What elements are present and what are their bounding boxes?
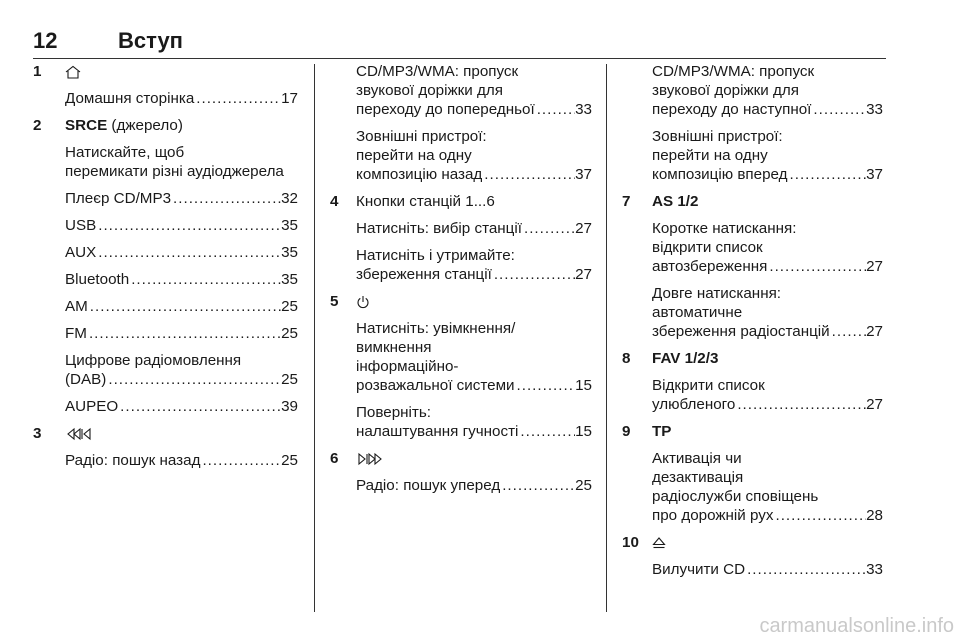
index-line: Натисніть: увімкнення/ вимкнення інформаційно- розважальної системи ..... 15 [356,319,592,395]
index-line: Вилучити CD ..... 33 [652,560,883,579]
index-line: AM ..... 25 [65,297,298,316]
column-1 [33,62,298,478]
entry-number: 10 [622,534,639,551]
control-label: AS 1/2 [652,193,699,210]
entry-number: 5 [330,293,339,310]
index-line: Цифрове радіомовлення (DAB) ..... 25 [65,351,298,389]
entry-6 [330,449,592,495]
index-line: AUX ..... 35 [65,243,298,262]
entry-number: 6 [330,450,339,467]
index-line: Радіо: пошук назад ..... 25 [65,451,298,470]
entry-9 [606,422,883,525]
home-icon [65,65,81,79]
entry-4 [330,192,592,284]
seek-forward-icon [356,452,384,466]
index-line: USB ..... 35 [65,216,298,235]
index-line: Натисніть і утримайте: збереження станції ..... 27 [356,246,592,284]
entry-number: 9 [622,423,631,440]
index-line: Домашня сторінка ..... 17 [65,89,298,108]
index-line: Поверніть: налаштування гучності ..... 15 [356,403,592,441]
entry-3 [33,424,298,470]
entry-number: 3 [33,425,42,442]
description: Натискайте, щоб перемикати різні аудіоджерела [65,144,284,180]
page-header [33,28,886,59]
control-label: TP [652,423,672,440]
entry-continued [330,62,592,184]
control-label: SRCE [65,117,108,134]
index-line: Відкрити список улюбленого ..... 27 [652,376,883,414]
eject-icon [652,536,666,550]
entry-number: 2 [33,117,42,134]
entry-5 [330,292,592,441]
index-line: AUPEO ..... 39 [65,397,298,416]
index-line: CD/MP3/WMA: пропуск звукової доріжки для переходу до наступної ..... 33 [652,62,883,119]
index-line: FM ..... 25 [65,324,298,343]
index-line: Активація чи дезактивація радіослужби сповіщень про дорожній рух ..... 28 [652,449,883,525]
entry-number: 8 [622,350,631,367]
watermark: carmanualsonline.info [759,615,954,637]
power-icon [356,295,370,309]
entry-10 [606,533,883,579]
entry-continued [606,62,883,184]
index-line: Коротке натискання: відкрити список автозбереження ..... 27 [652,219,883,276]
page-title: Вступ [118,28,183,53]
index-line: Радіо: пошук уперед ..... 25 [356,476,592,495]
entry-1 [33,62,298,108]
description: Кнопки станцій 1...6 [356,193,495,210]
index-line: Довге натискання: автоматичне збереження радіостанцій ..... 27 [652,284,883,341]
entry-number: 4 [330,193,339,210]
index-line: Зовнішні пристрої: перейти на одну композицію назад ..... 37 [356,127,592,184]
column-2 [330,62,592,503]
entry-2: 2 SRCE (джерело) Натискайте, щоб перемикати різні аудіоджерела Плеєр CD/MP3 ..... 32 USB ..... 35 AUX ..... 35 Bluetooth ..... 35 AM ..... 25 FM ..... 25 Цифрове радіомовлення (DAB) ..... 25 AUPEO ..... 39 [33,116,298,416]
seek-back-icon [65,427,93,441]
page-number: 12 [33,28,58,53]
entry-number: 7 [622,193,631,210]
column-3 [606,62,883,587]
column-divider [314,64,315,612]
index-line: Натисніть: вибір станції ..... 27 [356,219,592,238]
index-line: Bluetooth ..... 35 [65,270,298,289]
entry-8 [606,349,883,414]
entry-number: 1 [33,63,42,80]
index-line: CD/MP3/WMA: пропуск звукової доріжки для переходу до попередньої ..... 33 [356,62,592,119]
entry-7 [606,192,883,341]
index-line: Плеєр CD/MP3 ..... 32 [65,189,298,208]
index-line: Зовнішні пристрої: перейти на одну композицію вперед ..... 37 [652,127,883,184]
control-label: FAV 1/2/3 [652,350,719,367]
